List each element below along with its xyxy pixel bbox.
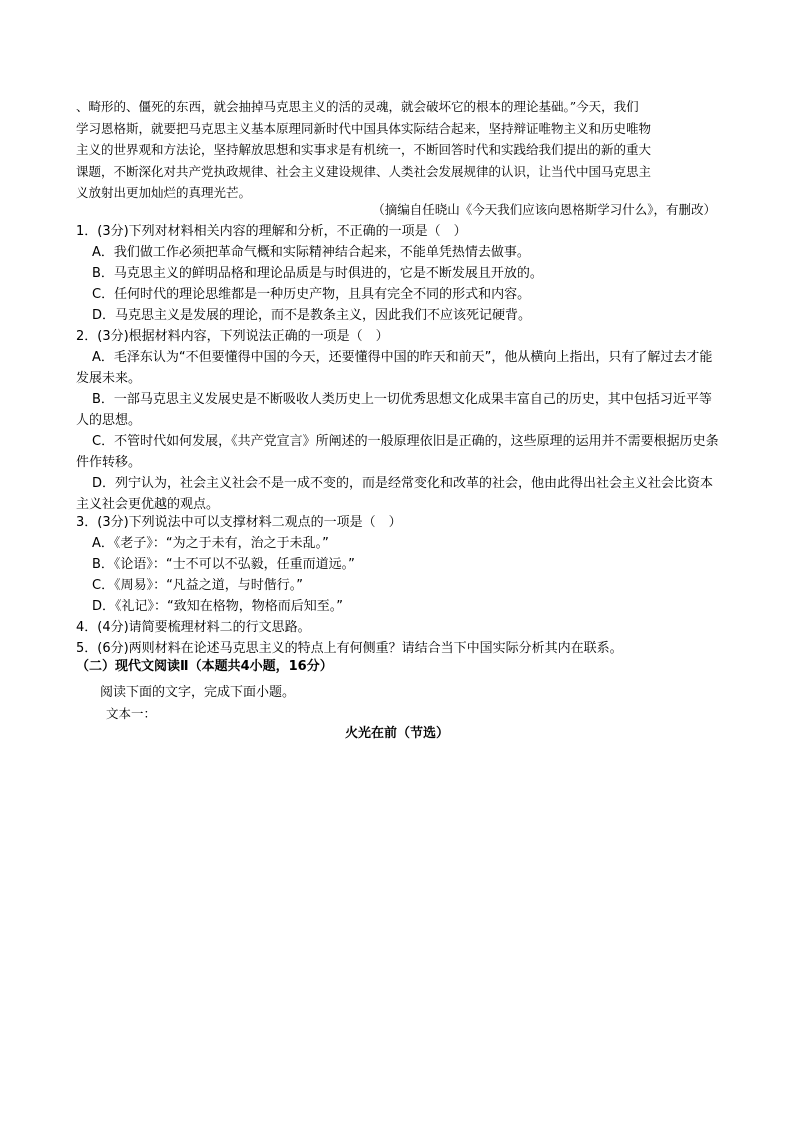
question-stem: 3．(3分)下列说法中可以支撑材料二观点的一项是（ ） (76, 515, 402, 530)
section-instruction: 阅读下面的文字，完成下面小题。 (100, 685, 296, 700)
option-a: A．我们做工作必须把革命气概和实际精神结合起来，不能单凭热情去做事。 (92, 245, 530, 260)
question-1 (76, 221, 720, 326)
passage-line: 学习恩格斯，就要把马克思主义基本原理同新时代中国具体实际结合起来，坚持辩证唯物主义和历史唯物 (76, 120, 652, 136)
option-d: D．《礼记》：“致知在格物，物格而后知至。” (92, 599, 343, 614)
passage-line: 义放射出更加灿烂的真理光芒。 (76, 185, 252, 200)
option-c: C．不管时代如何发展，《共产党宣言》所阐述的一般原理依旧是正确的，这些原理的运用并不需要根据历史条件作转移。 (76, 434, 719, 470)
option-d: D．列宁认为，社会主义社会不是一成不变的，而是经常变化和改革的社会，他由此得出社会主义社会比资本主义社会更优越的观点。 (76, 476, 714, 512)
question-2 (76, 326, 720, 515)
section-heading: （二）现代文阅读Ⅱ（本题共4小题，16分） (76, 659, 333, 674)
option-d: D．马克思主义是发展的理论，而不是教条主义，因此我们不应该死记硬背。 (92, 308, 532, 323)
question-stem: 2．(3分)根据材料内容，下列说法正确的一项是（ ） (76, 329, 389, 344)
text-title: 火光在前（节选） (344, 726, 449, 741)
passage-line: 、畸形的、僵死的东西，就会抽掉马克思主义的活的灵魂，就会破坏它的根本的理论基础。”今天，我们 (76, 99, 639, 114)
question-4 (76, 617, 720, 638)
question-3 (76, 512, 720, 617)
question-stem: 4．(4分)请简要梳理材料二的行文思路。 (76, 620, 311, 635)
option-b: B．马克思主义的鲜明品格和理论品质是与时俱进的，它是不断发展且开放的。 (92, 266, 543, 281)
option-a: A．毛泽东认为“不但要懂得中国的今天，还要懂得中国的昨天和前天”，他从横向上指出，只有了解过去才能发展未来。 (76, 350, 713, 386)
option-c: C．《周易》：“凡益之道，与时偕行。” (92, 578, 304, 593)
text-label: 文本一： (106, 706, 157, 721)
question-stem: 5．(6分)两则材料在论述马克思主义的特点上有何侧重？请结合当下中国实际分析其内在联系。 (76, 641, 623, 656)
option-b: B．《论语》：“士不可以不弘毅，任重而道远。” (92, 557, 355, 572)
passage-line: 主义的世界观和方法论，坚持解放思想和实事求是有机统一，不断回答时代和实践给我们提出的新的重大 (76, 142, 652, 157)
question-stem: 1．(3分)下列对材料相关内容的理解和分析，不正确的一项是（ ） (76, 224, 467, 239)
question-5 (76, 638, 720, 659)
passage-source: （摘编自任晓山《今天我们应该向恩格斯学习什么》，有删改） (372, 202, 716, 217)
option-c: C．任何时代的理论思维都是一种历史产物，且具有完全不同的形式和内容。 (92, 287, 531, 302)
option-a: A．《老子》：“为之于未有，治之于未乱。” (92, 536, 329, 551)
reading-passage (76, 96, 718, 204)
option-b: B．一部马克思主义发展史是不断吸收人类历史上一切优秀思想文化成果丰富自己的历史，其中包括习近平等人的思想。 (76, 392, 712, 428)
passage-line: 课题，不断深化对共产党执政规律、社会主义建设规律、人类社会发展规律的认识，让当代中国马克思主 (76, 163, 652, 179)
